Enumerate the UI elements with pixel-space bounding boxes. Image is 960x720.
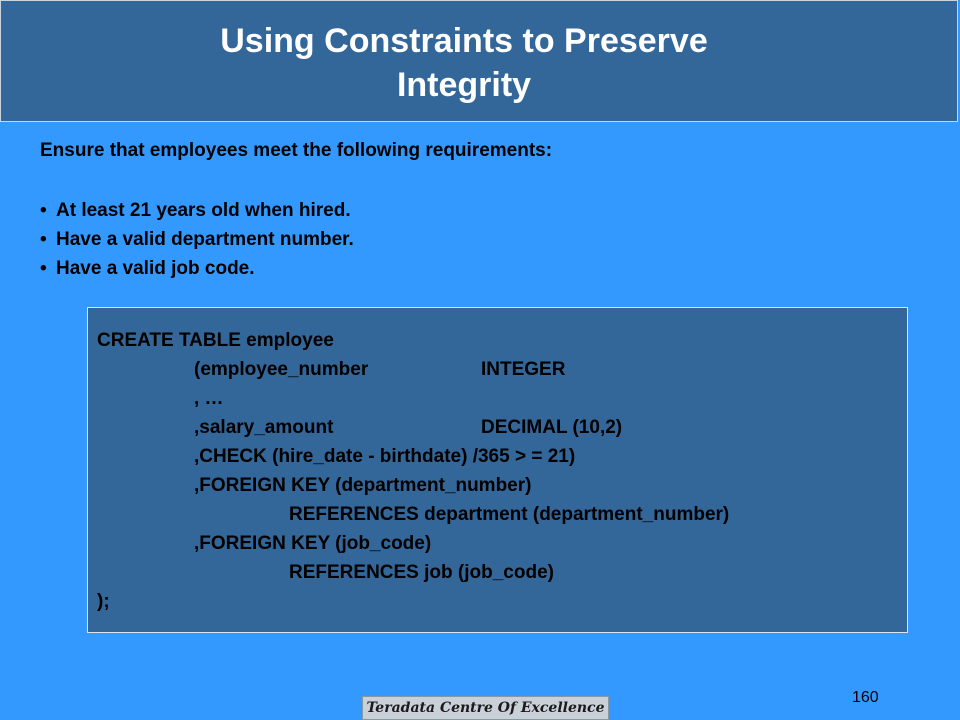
intro-text: Ensure that employees meet the following requirements:	[40, 140, 553, 161]
code-line	[194, 471, 531, 500]
code-text: ,CHECK (hire_date - birthdate) /365 > = 21)	[194, 446, 576, 467]
bullet-icon: •	[40, 258, 47, 279]
code-line	[194, 529, 431, 558]
title-line-1: Using Constraints to Preserve	[220, 22, 708, 60]
list-item-text: At least 21 years old when hired.	[56, 200, 351, 221]
code-column-type: INTEGER	[481, 359, 566, 380]
title-bar	[0, 0, 958, 122]
code-column-name: (employee_number	[194, 359, 369, 380]
code-column-name: ,salary_amount	[194, 417, 334, 438]
code-line	[194, 413, 794, 442]
page-number: 160	[852, 689, 879, 706]
code-line	[289, 558, 554, 587]
bullet-icon: •	[40, 229, 47, 250]
slide-title	[1, 19, 927, 107]
list-item-text: Have a valid department number.	[56, 229, 354, 250]
code-line	[194, 384, 224, 413]
code-line	[194, 442, 575, 471]
footer-logo-badge: Teradata Centre Of Excellence	[362, 696, 609, 720]
bullet-icon: •	[40, 200, 47, 221]
code-line	[97, 587, 110, 616]
code-column-type: DECIMAL (10,2)	[481, 417, 623, 438]
title-line-2: Integrity	[396, 66, 532, 104]
code-text: ,FOREIGN KEY (department_number)	[194, 475, 532, 496]
code-text: , …	[194, 388, 224, 409]
sql-code-box	[87, 307, 908, 633]
code-line	[289, 500, 729, 529]
list-item	[40, 254, 354, 283]
code-text: REFERENCES job (job_code)	[289, 562, 554, 583]
code-text: ,FOREIGN KEY (job_code)	[194, 533, 432, 554]
code-text: );	[97, 591, 110, 612]
requirements-list	[40, 196, 354, 283]
code-text: CREATE TABLE employee	[97, 330, 334, 351]
code-text: REFERENCES department (department_number)	[289, 504, 730, 525]
code-line	[97, 326, 334, 355]
list-item-text: Have a valid job code.	[56, 258, 255, 279]
list-item	[40, 225, 354, 254]
code-line	[194, 355, 794, 384]
list-item	[40, 196, 354, 225]
